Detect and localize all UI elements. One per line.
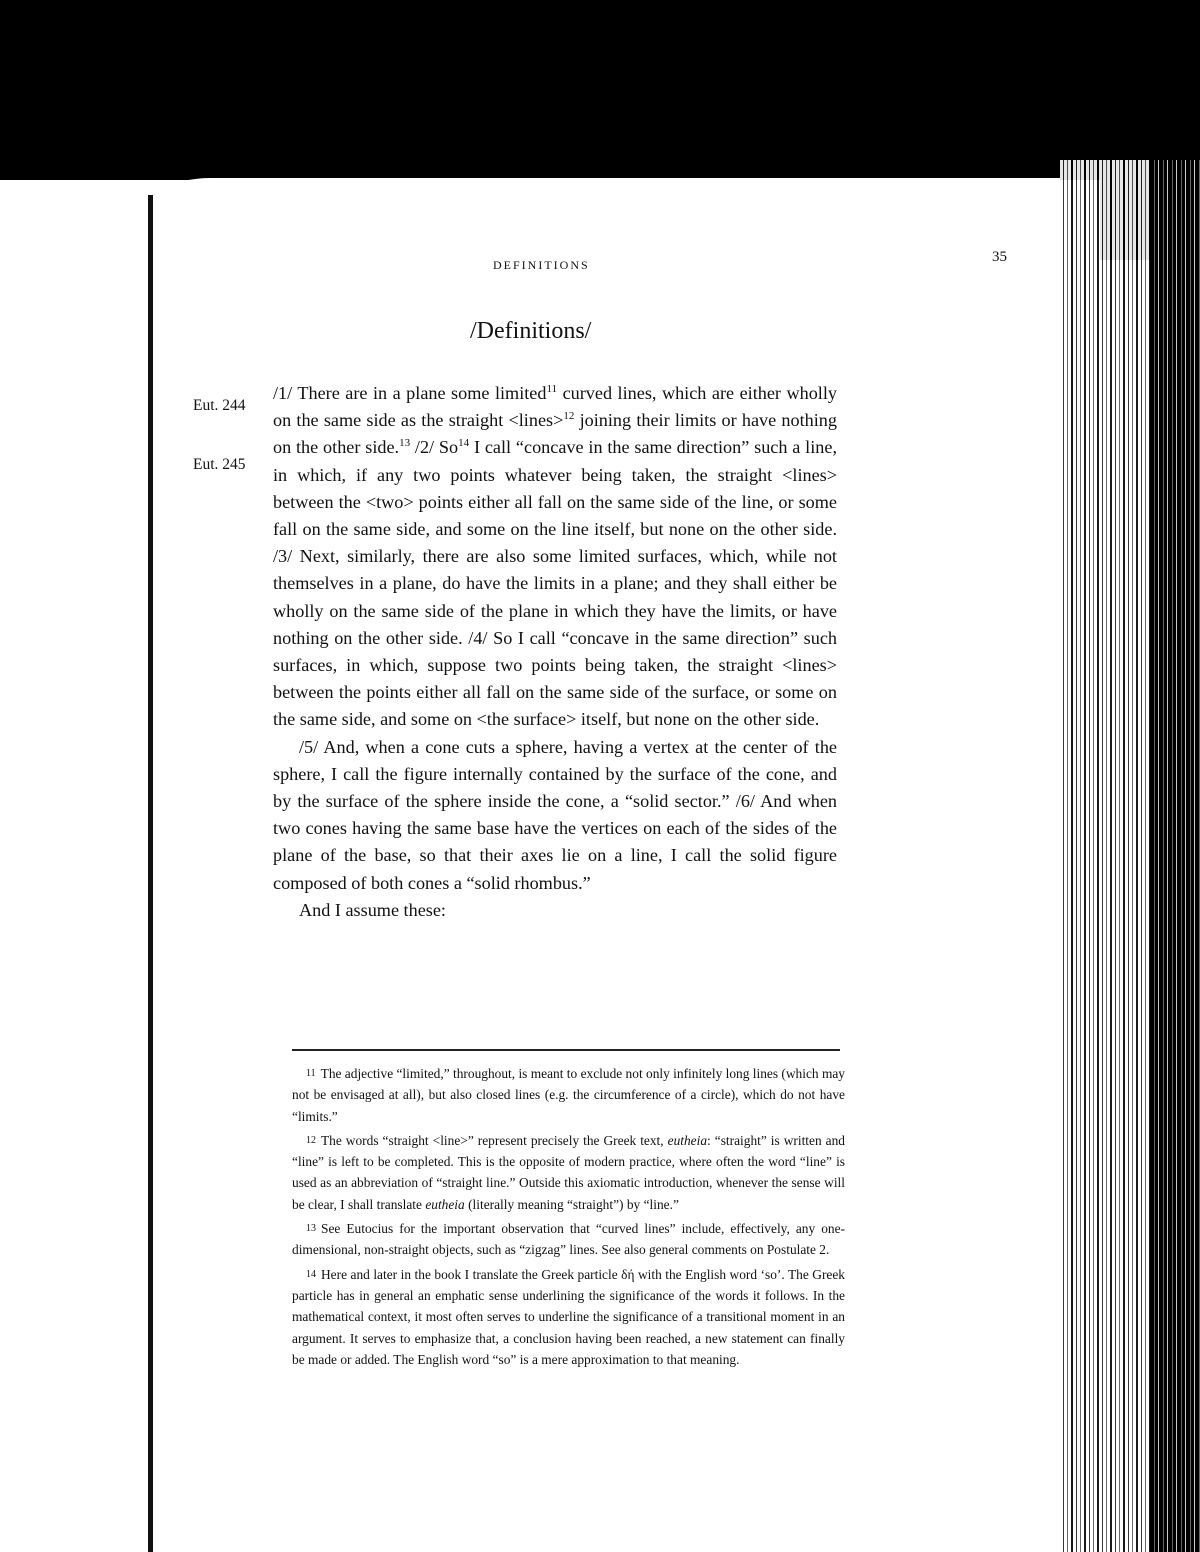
footnote: $^{11}$ The adjective “limited,” throughout, is meant to exclude not only infinitely long lines (which may not be envisaged at all), but also closed lines (e.g. the circumference of a circle), which do not have “limits.” <box>292 1066 845 1124</box>
paragraph-assumptions-intro: And I assume these: <box>299 899 446 920</box>
paragraph-definitions-1-4: /1/ There are in a plane some limited$^{11}$ curved lines, which are either wholly on the same side as the straight <lines>$^{12}$ joining their limits or have nothing on the other side.$^{13}$ /2/ So$^{14}$ I call “concave in the same direction” such a line, in which, if any two points whatever being taken, the straight <lines> between the <two> points either all fall on the same side of the line, or some fall on the same side, and some on the line itself, but none on the other side. /3/ Next, similarly, there are also some limited surfaces, which, while not themselves in a plane, do have the limits in a plane; and they shall either be wholly on the same side of the plane in which they have the limits, or have nothing on the other side. /4/ So I call “concave in the same direction” such surfaces, in which, suppose two points being taken, the straight <lines> between the points either all fall on the same side of the surface, or some on the same side, and some on <the surface> itself, but none on the other side. <box>273 382 838 730</box>
footnote-number: 11 <box>306 1068 316 1079</box>
paragraph-definitions-5-6: /5/ And, when a cone cuts a sphere, having a vertex at the center of the sphere, I call the figure internally contained by the surface of the cone, and by the surface of the sphere inside the cone, a “solid sector.” /6/ And when two cones having the same base have the vertices on each of the sides of the plane of the base, so that their axes lie on a line, I call the solid figure composed of both cones a “solid rhombus.” <box>273 736 837 893</box>
footnote-marker: 11 <box>546 382 558 395</box>
footnote-number: 12 <box>306 1134 316 1146</box>
footnote-number: 13 <box>306 1223 316 1235</box>
book-gutter <box>148 195 153 1552</box>
footnote: $^{13}$ See Eutocius for the important observation that “curved lines” include, effectively, any one-dimensional, non-straight objects, such as “zigzag” lines. See also general comments on Postulate 2. <box>292 1221 845 1258</box>
italic-term: eutheia <box>425 1196 465 1212</box>
footnote-marker: 12 <box>563 410 575 423</box>
footnote-number: 14 <box>306 1268 316 1280</box>
page-edges-dark <box>1150 160 1200 1552</box>
margin-ref: Eut. 244 <box>193 397 246 414</box>
page-number: 35 <box>992 249 1007 265</box>
footnote: $^{12}$ The words “straight <line>” represent precisely the Greek text, eutheia: “straight” is written and “line” is left to be completed. This is the opposite of modern practice, where often the word “line” is used as an abbreviation of “straight line.” Outside this axiomatic introduction, whenever the sense will be clear, I shall translate eutheia (literally meaning “straight”) by “line.” <box>292 1132 845 1212</box>
section-title: /Definitions/ <box>470 318 592 344</box>
main-text <box>273 380 837 924</box>
footnote: $^{14}$ Here and later in the book I translate the Greek particle δή with the English word ‘so’. The Greek particle has in general an emphatic sense underlining the significance of the words it follows. In the mathematical context, it most often serves to underline the significance of a transitional moment in an argument. It serves to emphasize that, a conclusion having been reached, a new statement can finally be made or added. The English word “so” is a mere approximation to that meaning. <box>292 1266 845 1367</box>
footnote-marker: 13 <box>399 437 411 450</box>
footnote-rule <box>292 1049 840 1051</box>
margin-ref: Eut. 245 <box>193 456 246 473</box>
italic-term: eutheia <box>667 1132 708 1148</box>
footnote-marker: 14 <box>458 437 470 450</box>
running-head: DEFINITIONS <box>493 258 590 272</box>
footnotes <box>292 1063 845 1373</box>
scan-dark-border <box>0 0 1200 180</box>
